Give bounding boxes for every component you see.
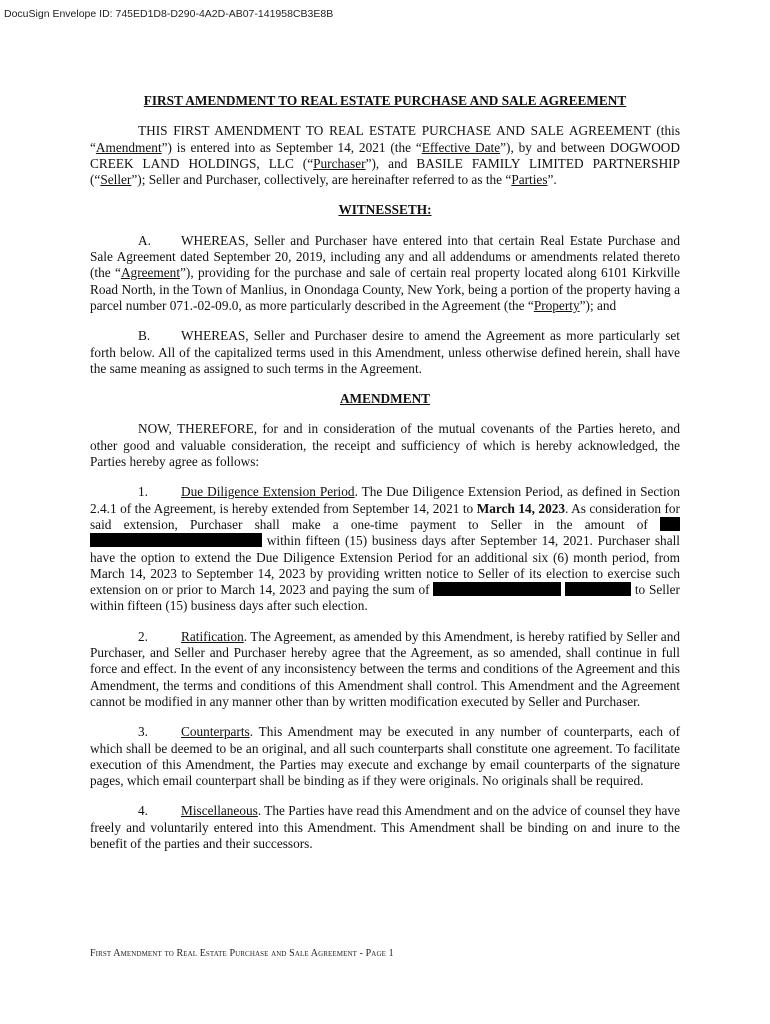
redaction-block	[433, 582, 561, 596]
intro-text-6: ”.	[547, 172, 557, 188]
redaction-block	[565, 582, 631, 596]
section-4-heading: Miscellaneous	[181, 803, 258, 819]
page-footer: First Amendment to Real Estate Purchase and Sale Agreement - Page 1	[90, 948, 394, 959]
defined-term-amendment: Amendment	[95, 139, 162, 155]
section-3-number: 3.	[138, 724, 148, 740]
section-2-heading: Ratification	[181, 628, 244, 644]
docusign-envelope-id: DocuSign Envelope ID: 745ED1D8-D290-4A2D-AB07-141958CB3E8B	[4, 8, 334, 20]
defined-term-effective-date: Effective Date	[421, 139, 501, 155]
recital-a-text-3: ”); and	[579, 297, 617, 313]
recital-a-text-2: ”), providing for the purchase and sale of certain real property located along 6101 Kirkville Road North, in the Town of Manlius, in Onondaga County, New York, being a portion of the property having a parcel number 071.-02-09.0, as more particularly described in the Agreement (the “	[90, 265, 680, 313]
recital-a-label: A.	[138, 232, 151, 248]
section-3-heading: Counterparts	[181, 724, 250, 740]
section-1-text-4: to Seller within fifteen (15) business days after such election.	[90, 582, 680, 614]
section-3-text: . This Amendment may be executed in any number of counterparts, each of which shall be deemed to be an original, and all such counterparts shall constitute one agreement. To facilitate execution of this Amendment, the Parties may execute and exchange by email counterparts of the signature pages, which email counterpart shall be binding as if they were originals. No originals shall be required.	[90, 724, 680, 789]
intro-text-1: THIS FIRST AMENDMENT TO REAL ESTATE PURCHASE AND SALE AGREEMENT (this “	[90, 123, 680, 155]
section-1-number: 1.	[138, 484, 148, 500]
witnesseth-heading: WITNESSETH:	[338, 202, 432, 218]
defined-term-agreement: Agreement	[120, 265, 181, 281]
redaction-block	[660, 517, 680, 531]
intro-text-2: ”) is entered into as September 14, 2021 (the “	[161, 139, 422, 155]
section-1-text-2: . As consideration for said extension, Purchaser shall make a one-time payment to Seller in the amount of	[90, 500, 680, 532]
intro-paragraph	[90, 123, 680, 188]
recital-b	[90, 328, 680, 377]
intro-text-4: ”), and BASILE FAMILY LIMITED PARTNERSHIP (“	[90, 155, 680, 188]
section-3	[90, 724, 680, 789]
section-1-extended-date: March 14, 2023	[476, 500, 566, 516]
section-4	[90, 803, 680, 852]
section-4-number: 4.	[138, 803, 148, 819]
defined-term-property: Property	[533, 297, 580, 313]
defined-term-parties: Parties	[511, 172, 548, 188]
document-title: FIRST AMENDMENT TO REAL ESTATE PURCHASE AND SALE AGREEMENT	[143, 93, 627, 108]
defined-term-seller: Seller	[100, 172, 132, 188]
section-2	[90, 629, 680, 710]
section-1-text-1: . The Due Diligence Extension Period, as defined in Section 2.4.1 of the Agreement, is hereby extended from September 14, 2021 to	[90, 484, 680, 516]
recital-a-text-1: WHEREAS, Seller and Purchaser have entered into that certain Real Estate Purchase and Sale Agreement dated September 20, 2019, including any and all addendums or amendments related thereto (the “	[90, 232, 680, 281]
document-body	[90, 93, 680, 866]
section-2-number: 2.	[138, 628, 148, 644]
intro-text-3: ”), by and between DOGWOOD CREEK LAND HOLDINGS, LLC (“	[90, 139, 681, 171]
redaction-block	[90, 533, 262, 547]
defined-term-purchaser: Purchaser	[313, 155, 366, 171]
section-1-text-3: within fifteen (15) business days after September 14, 2021. Purchaser shall have the option to extend the Due Diligence Extension Period for an additional six (6) month period, from March 14, 2023 to September 14, 2023 by providing written notice to Seller of its election to exercise such extension on or prior to March 14, 2023 and paying the sum of	[90, 533, 680, 598]
amendment-heading: AMENDMENT	[339, 391, 431, 407]
section-2-text: . The Agreement, as amended by this Amendment, is hereby ratified by Seller and Purchaser, and Seller and Purchaser hereby agree that the Agreement, as so amended, shall continue in full force and effect. In the event of any inconsistency between the terms and conditions of the Agreement and this Amendment, the terms and conditions of this Amendment shall control. This Amendment and the Agreement cannot be modified in any manner other than by written modification executed by Seller and Purchaser.	[90, 628, 680, 709]
now-therefore-paragraph: NOW, THEREFORE, for and in consideration of the mutual covenants of the Parties hereto, and other good and valuable consideration, the receipt and sufficiency of which is hereby acknowledged, the Parties hereby agree as follows:	[90, 421, 680, 470]
section-4-text: . The Parties have read this Amendment and on the advice of counsel they have freely and voluntarily entered into this Amendment. This Amendment shall be binding on and inure to the benefit of the parties and their successors.	[90, 803, 680, 851]
recital-a	[90, 233, 680, 314]
intro-text-5: ”); Seller and Purchaser, collectively, are hereinafter referred to as the “	[131, 172, 512, 188]
recital-b-label: B.	[138, 328, 151, 344]
section-1	[90, 484, 680, 614]
recital-b-text: WHEREAS, Seller and Purchaser desire to amend the Agreement as more particularly set forth below. All of the capitalized terms used in this Amendment, unless otherwise defined herein, shall have the same meaning as assigned to such terms in the Agreement.	[90, 328, 680, 376]
section-1-heading: Due Diligence Extension Period	[181, 484, 355, 500]
